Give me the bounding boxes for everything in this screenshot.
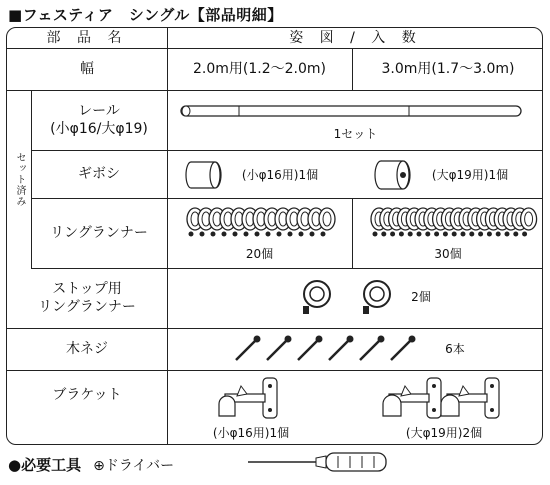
ring-icon — [521, 208, 537, 237]
width-option-3m: 3.0m用(1.7～3.0m) — [381, 61, 515, 77]
ring-runner-20-icon — [179, 204, 349, 244]
stop-runner-qty: 2個 — [411, 290, 431, 304]
finial-large-qty: (大φ19用)1個 — [431, 168, 509, 182]
bracket-small-icon — [215, 374, 285, 424]
col-divider — [167, 28, 168, 445]
ring-runner-30-icon — [363, 204, 539, 244]
bracket-large-icon-2 — [437, 374, 507, 424]
preset-group — [7, 90, 31, 268]
screw — [236, 336, 261, 361]
screw — [391, 336, 416, 361]
bracket-large-qty: (大φ19用)2個 — [405, 426, 483, 440]
rail-label — [31, 90, 167, 150]
screw — [298, 336, 323, 361]
bracket-small-qty: (小φ16用)1個 — [212, 426, 290, 440]
width-option-2m: 2.0m用(1.2～2.0m) — [193, 61, 326, 77]
required-tools — [8, 454, 174, 475]
ring-runner-label: リングランナー — [50, 225, 148, 241]
rail-icon — [179, 102, 525, 122]
width-label: 幅 — [80, 61, 94, 77]
stop-runner-label — [7, 268, 167, 328]
screw-icon — [232, 334, 422, 366]
parts-table — [6, 27, 543, 445]
ring-runner-qty-20: 20個 — [245, 247, 274, 261]
finial-large-icon — [373, 158, 413, 192]
bracket-label: ブラケット — [52, 387, 122, 403]
page-title: ■フェスティア シングル【部品明細】 — [8, 6, 283, 24]
required-tools-label: ●必要工具 — [8, 456, 82, 474]
screwdriver-icon — [246, 450, 391, 474]
ring-icon — [319, 208, 335, 237]
screwdriver-label: ⊕ドライバー — [93, 457, 175, 474]
screw — [360, 336, 385, 361]
header-part-name: 部 品 名 — [46, 30, 128, 46]
header-figure-qty: 姿 図 / 入 数 — [289, 30, 422, 46]
rail-label-line1: レール — [78, 103, 120, 119]
screw — [267, 336, 292, 361]
screw — [329, 336, 354, 361]
preset-group-label: セット済み — [14, 151, 25, 207]
screw-label: 木ネジ — [66, 341, 108, 357]
stop-runner-icon — [297, 278, 407, 318]
stop-runner-label-line1: ストップ用 — [52, 281, 122, 297]
finial-small-icon — [185, 160, 223, 190]
screw-qty: 6本 — [445, 342, 465, 356]
rail-label-line2: (小φ16/大φ19) — [50, 121, 148, 137]
rail-qty: 1セット — [333, 127, 378, 141]
finial-small-qty: (小φ16用)1個 — [241, 168, 319, 182]
ring-runner-qty-30: 30個 — [434, 247, 462, 261]
finial-label: ギボシ — [78, 166, 120, 182]
stop-runner-label-line2: リングランナー — [38, 299, 136, 315]
